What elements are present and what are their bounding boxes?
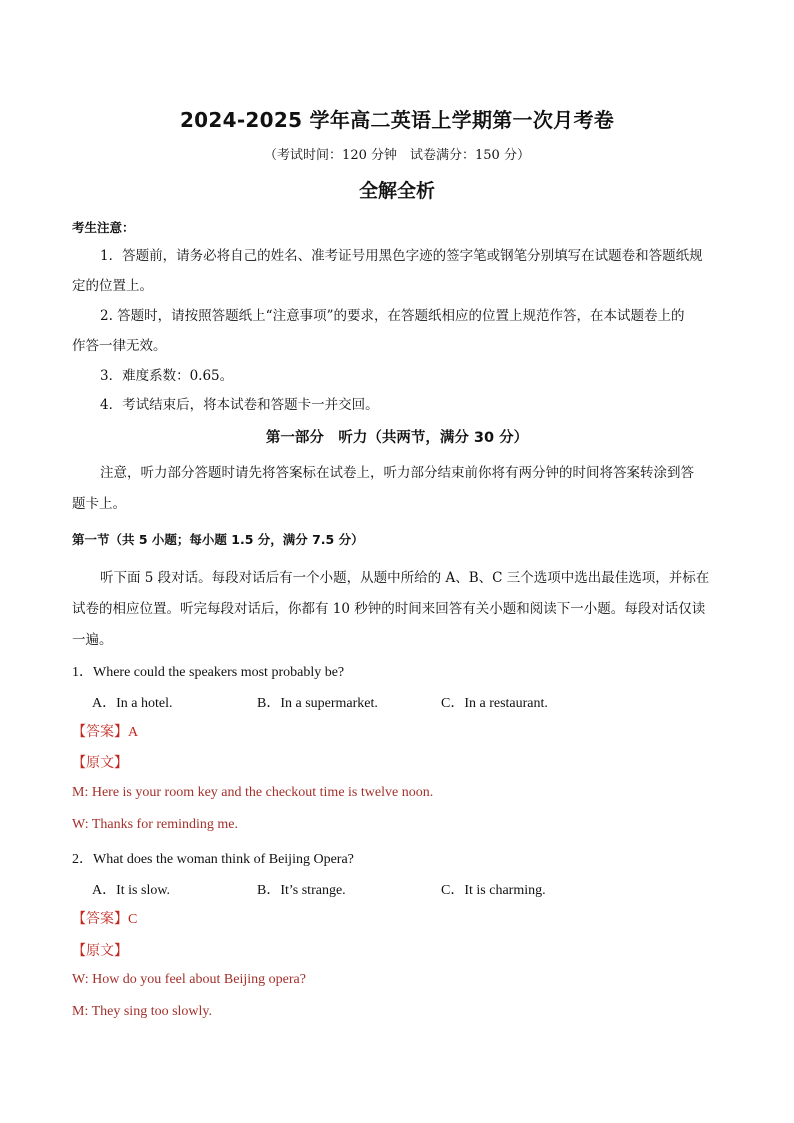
section-1-intro-line-1: 听下面 5 段对话。每段对话后有一个小题，从题中所给的 A、B、C 三个选项中选出最佳选项，并标在 — [100, 570, 710, 586]
notice-item-2-line-2: 作答一律无效。 — [72, 338, 167, 354]
analysis-heading: 全解全析 — [358, 180, 435, 202]
part-1-intro-line-1: 注意，听力部分答题时请先将答案标在试卷上，听力部分结束前你将有两分钟的时间将答案转涂到答 — [100, 465, 694, 481]
question-1-transcript-line-1: M: Here is your room key and the checkout time is twelve noon. — [72, 785, 434, 800]
part-1-title: 第一部分 听力（共两节，满分 30 分） — [265, 430, 529, 446]
answer-label: 【答案】 — [72, 911, 128, 927]
question-2-option-c: C．It is charming. — [441, 883, 546, 898]
answer-value: A — [128, 725, 139, 740]
answer-value: C — [128, 912, 138, 927]
question-2-transcript-line-2: M: They sing too slowly. — [72, 1004, 213, 1019]
answer-label: 【答案】 — [72, 724, 128, 740]
section-1-title: 第一节（共 5 小题；每小题 1.5 分，满分 7.5 分） — [72, 532, 364, 547]
question-1-stem: 1．Where could the speakers most probably be? — [72, 665, 345, 680]
notice-item-1-line-2: 定的位置上。 — [72, 278, 153, 294]
part-1-intro-line-2: 题卡上。 — [72, 496, 126, 512]
question-2-option-a: A．It is slow. — [92, 883, 171, 898]
question-1-transcript-line-2: W: Thanks for reminding me. — [72, 817, 239, 832]
question-1-answer — [72, 721, 138, 741]
question-2-answer — [72, 908, 137, 928]
question-1-option-c: C．In a restaurant. — [441, 696, 548, 711]
question-2-option-b: B．It’s strange. — [257, 883, 346, 898]
question-1-transcript-label: 【原文】 — [72, 755, 128, 771]
section-1-intro-line-2: 试卷的相应位置。听完每段对话后，你都有 10 秒钟的时间来回答有关小题和阅读下一小题。每段对话仅读 — [72, 601, 706, 617]
section-1-intro-line-3: 一遍。 — [72, 632, 113, 648]
notice-item-2-line-1: 2. 答题时，请按照答题纸上“注意事项”的要求，在答题纸相应的位置上规范作答，在本试题卷上的 — [100, 308, 685, 324]
question-2-transcript-label: 【原文】 — [72, 943, 128, 959]
question-2-transcript-line-1: W: How do you feel about Beijing opera? — [72, 972, 306, 987]
question-2-stem: 2．What does the woman think of Beijing Opera? — [72, 852, 354, 867]
notice-item-3: 3．难度系数：0.65。 — [100, 368, 234, 384]
notice-item-1-line-1: 1．答题前，请务必将自己的姓名、准考证号用黑色字迹的签字笔或钢笔分别填写在试题卷和答题纸规 — [100, 248, 703, 264]
question-1-option-b: B．In a supermarket. — [257, 696, 378, 711]
notice-label: 考生注意： — [72, 220, 135, 235]
exam-subtitle: （考试时间：120 分钟 试卷满分：150 分） — [264, 148, 530, 163]
exam-title: 2024-2025 学年高二英语上学期第一次月考卷 — [179, 108, 615, 132]
notice-item-4: 4．考试结束后，将本试卷和答题卡一并交回。 — [100, 397, 379, 413]
question-1-option-a: A．In a hotel. — [92, 696, 173, 711]
